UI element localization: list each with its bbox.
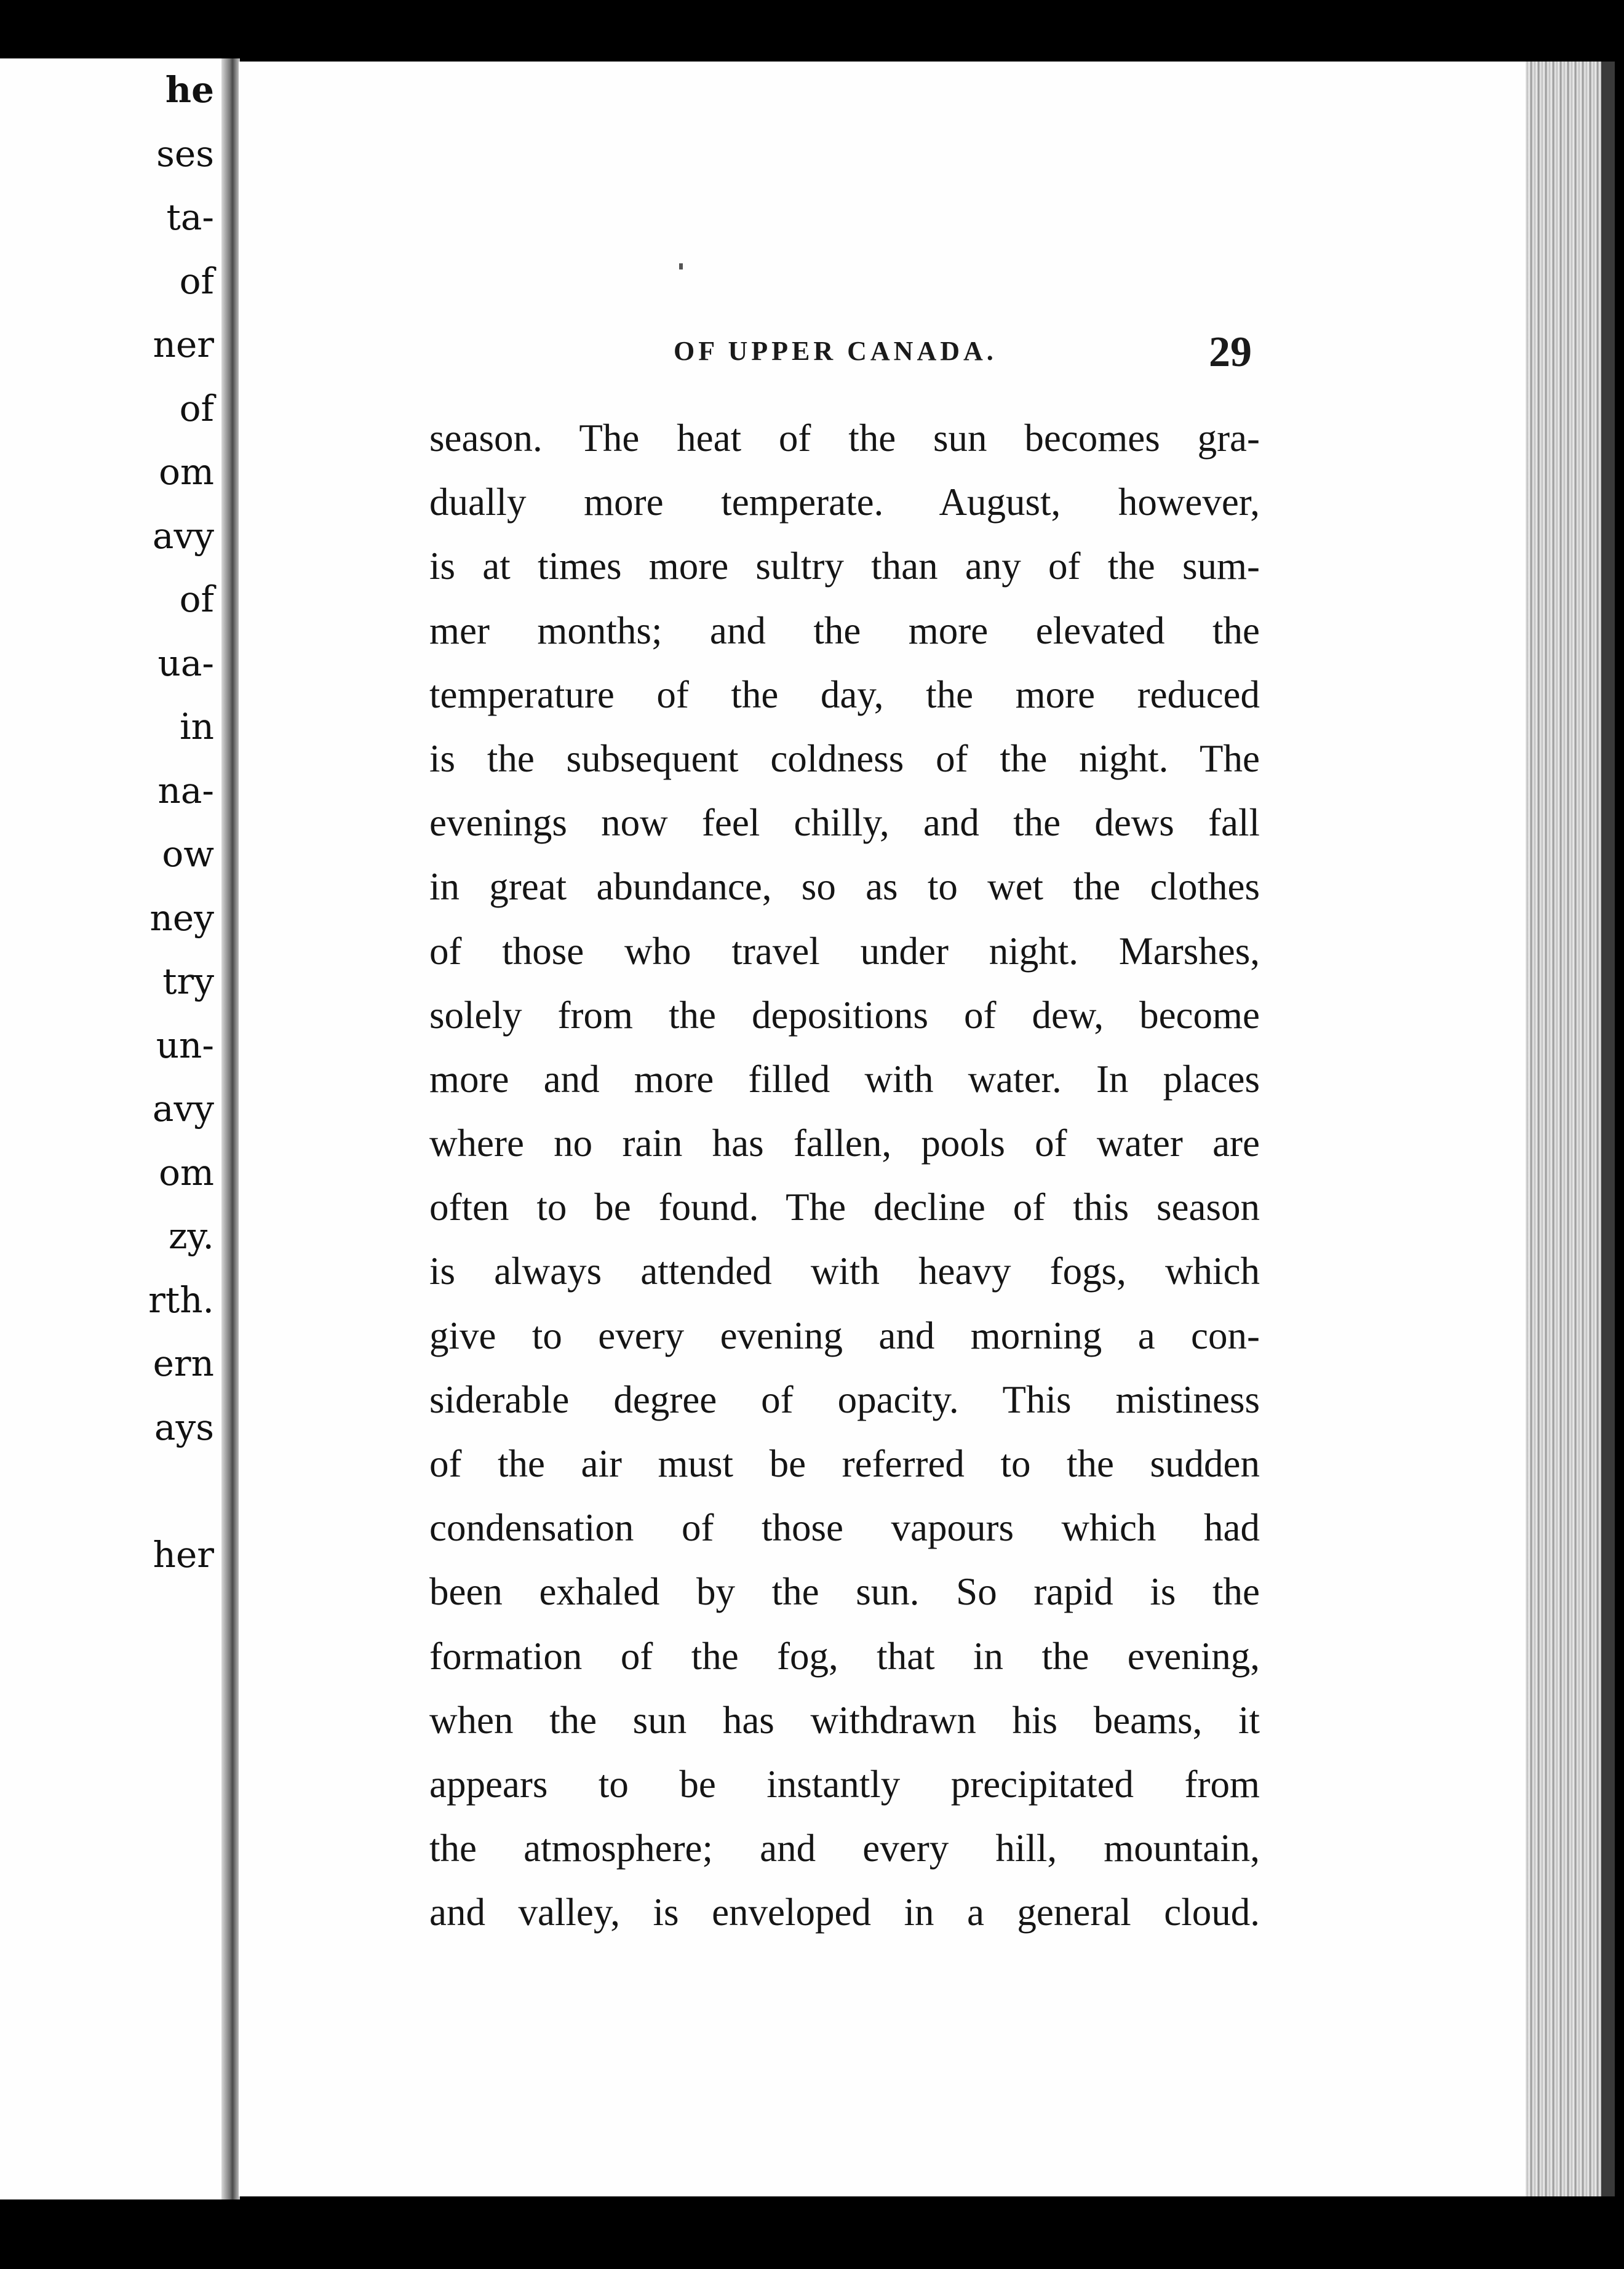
text-line: evenings now feel chilly, and the dews fall <box>429 801 1260 845</box>
text-line: of those who travel under night. Marshes, <box>429 929 1260 973</box>
left-page-fragment <box>0 58 228 2199</box>
left-text-line: om <box>159 451 214 493</box>
text-line: when the sun has withdrawn his beams, it <box>429 1698 1260 1742</box>
left-text-line: ern <box>153 1342 214 1384</box>
left-page-text <box>30 58 214 1587</box>
left-text-line: he <box>165 69 214 111</box>
left-text-line: ney <box>149 896 214 939</box>
left-text-line: ta- <box>166 196 214 238</box>
left-text-line: try <box>162 960 214 1002</box>
text-line: where no rain has fallen, pools of water are <box>429 1122 1260 1165</box>
page-edges <box>1526 62 1615 2196</box>
text-line: often to be found. The decline of this season <box>429 1186 1260 1229</box>
text-line: siderable degree of opacity. This mistiness <box>429 1378 1260 1421</box>
text-line: is always attended with heavy fogs, which <box>429 1250 1260 1293</box>
left-text-line: ays <box>154 1406 214 1448</box>
text-line: been exhaled by the sun. So rapid is the <box>429 1570 1260 1614</box>
body-text <box>429 406 1260 1945</box>
left-text-line: ner <box>153 324 214 365</box>
page-number: 29 <box>1209 329 1252 376</box>
text-line: is the subsequent coldness of the night. The <box>429 736 1260 780</box>
left-text-line: avy <box>152 514 214 557</box>
text-line: dually more temperate. August, however, <box>429 481 1260 524</box>
left-text-line: un- <box>156 1024 214 1066</box>
left-text-line: of <box>179 387 214 429</box>
text-line: is at times more sultry than any of the sum- <box>429 544 1260 588</box>
text-line: condensation of those vapours which had <box>429 1506 1260 1550</box>
text-line: the atmosphere; and every hill, mountain, <box>429 1827 1260 1870</box>
left-text-line: rth. <box>148 1278 214 1321</box>
text-line: more and more filled with water. In places <box>429 1057 1260 1101</box>
left-text-line: her <box>153 1533 214 1576</box>
ink-speck <box>679 263 683 269</box>
book-gutter <box>221 58 240 2199</box>
text-line: temperature of the day, the more reduced <box>429 672 1260 716</box>
left-text-line: avy <box>152 1088 214 1130</box>
left-text-line: na- <box>157 769 214 811</box>
left-text-line: ua- <box>157 642 214 684</box>
text-line: solely from the depositions of dew, become <box>429 993 1260 1037</box>
text-line: give to every evening and morning a con- <box>429 1314 1260 1357</box>
text-line: and valley, is enveloped in a general cloud. <box>429 1891 1260 1934</box>
running-title: OF UPPER CANADA. <box>674 336 997 366</box>
left-text-line: in <box>180 706 214 748</box>
left-text-line: om <box>159 1151 214 1194</box>
left-text-line: of <box>179 578 214 620</box>
page-header <box>674 329 1261 391</box>
left-text-line: ow <box>162 833 214 875</box>
left-text-line: of <box>179 260 214 302</box>
text-line: of the air must be referred to the sudden <box>429 1442 1260 1485</box>
text-line: in great abundance, so as to wet the clothes <box>429 865 1260 909</box>
text-line: appears to be instantly precipitated from <box>429 1762 1260 1806</box>
left-text-line: zy. <box>168 1215 214 1257</box>
text-line: season. The heat of the sun becomes gra- <box>429 417 1260 460</box>
left-text-line: ses <box>156 132 214 175</box>
text-line: formation of the fog, that in the evening, <box>429 1634 1260 1678</box>
text-line: mer months; and the more elevated the <box>429 608 1260 652</box>
